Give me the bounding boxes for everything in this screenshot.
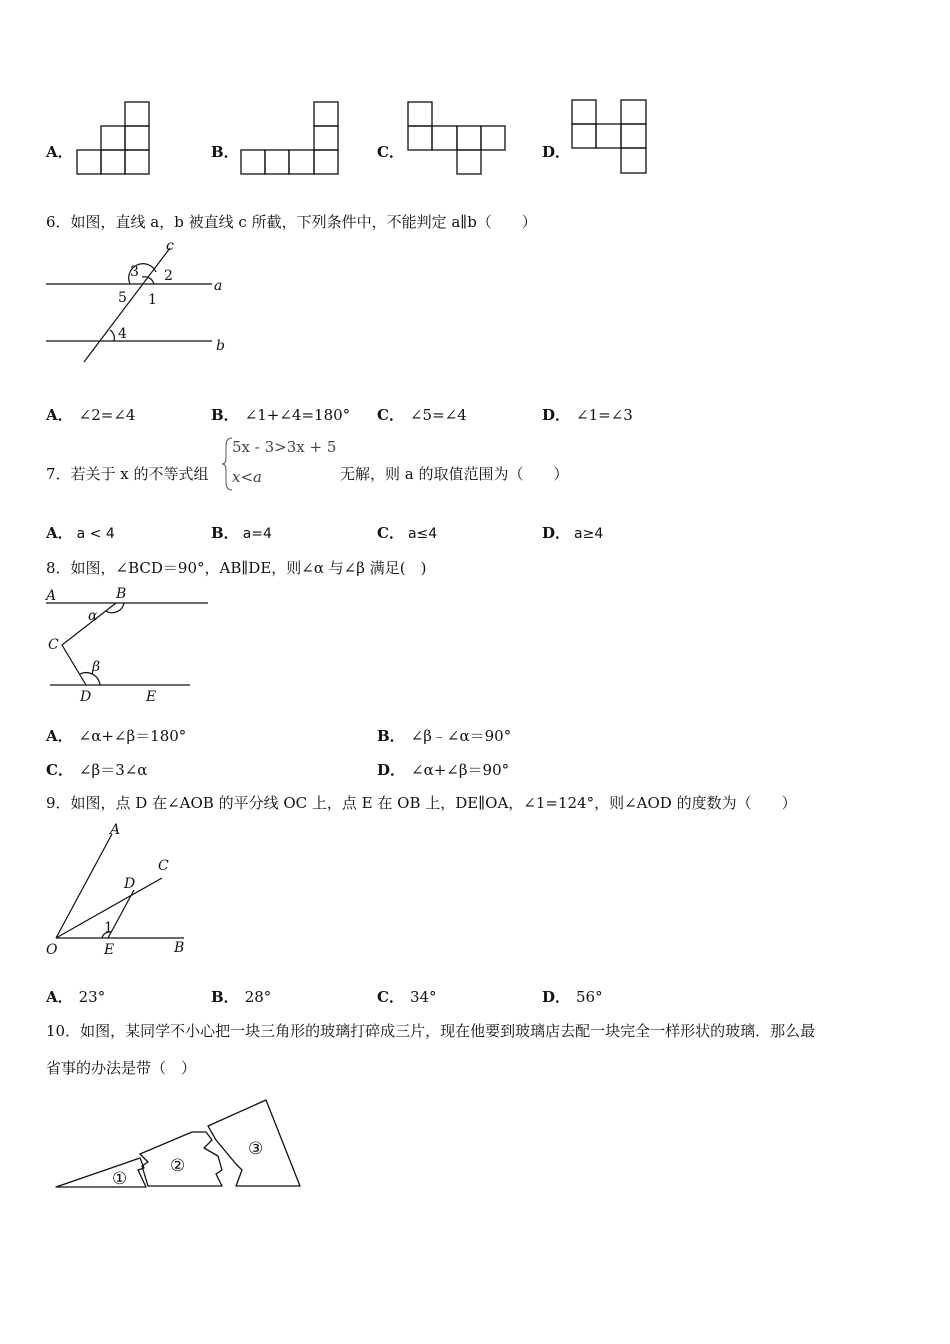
q5-option-a[interactable]: A． (46, 143, 73, 161)
q8-figure (44, 582, 214, 706)
label-a: a (214, 278, 223, 294)
label-D: D (80, 689, 92, 705)
q5-net-a (75, 101, 153, 177)
label-E: E (146, 689, 157, 705)
label-B: B (116, 586, 127, 602)
q5-option-d[interactable]: D． (542, 143, 571, 161)
q7-option-d[interactable]: D． a≥4 (542, 524, 604, 542)
q6-stem: 6．如图，直线 a，b 被直线 c 所截，下列条件中，不能判定 a∥b（ ） (46, 213, 537, 231)
q7-stem-before: 7．若关于 x 的不等式组 (46, 465, 209, 483)
label-piece-2: ② (170, 1156, 186, 1176)
q7-stem-after: 无解，则 a 的取值范围为（ ） (340, 465, 569, 483)
q8-option-c[interactable]: C． ∠β＝3∠α (46, 761, 148, 779)
q5-net-c (406, 101, 508, 177)
q7-system-line2: x<a (232, 468, 262, 486)
label-piece-3: ③ (248, 1139, 264, 1159)
label-alpha: α (88, 608, 98, 624)
label-beta: β (92, 659, 101, 675)
label-b: b (216, 338, 225, 354)
angle-1: 1 (104, 920, 113, 936)
q9-option-b[interactable]: B． 28° (211, 988, 272, 1006)
label-D: D (124, 876, 136, 892)
q9-option-a[interactable]: A． 23° (46, 988, 106, 1006)
q7-option-c[interactable]: C． a≤4 (377, 524, 438, 542)
label-E: E (104, 942, 115, 958)
label-C: C (158, 858, 169, 874)
q10-figure (52, 1096, 306, 1192)
label-C: C (48, 637, 59, 653)
q7-system-line1: 5x - 3>3x + 5 (232, 438, 337, 456)
angle-1: 1 (148, 292, 157, 308)
q8-option-b[interactable]: B． ∠β﹣∠α＝90° (377, 727, 512, 745)
q7-option-b[interactable]: B． a=4 (211, 524, 272, 542)
angle-4: 4 (118, 326, 127, 342)
line-c (84, 248, 170, 362)
q10-stem-line2: 省事的办法是带（ ） (46, 1059, 197, 1077)
q8-option-d[interactable]: D． ∠α+∠β＝90° (377, 761, 510, 779)
q5-option-b[interactable]: B． (211, 143, 239, 161)
label-c: c (166, 238, 174, 254)
q9-option-c[interactable]: C． 34° (377, 988, 437, 1006)
q7-option-a[interactable]: A． a < 4 (46, 524, 115, 542)
q6-figure (44, 238, 234, 366)
q6-option-c[interactable]: C． ∠5=∠4 (377, 406, 467, 424)
angle-3: 3 (130, 264, 139, 280)
label-A: A (46, 588, 57, 604)
label-A: A (110, 822, 121, 838)
label-B: B (174, 940, 185, 956)
q10-stem-line1: 10．如图，某同学不小心把一块三角形的玻璃打碎成三片，现在他要到玻璃店去配一块完全一样形状的玻璃．那么最 (46, 1022, 816, 1040)
q9-stem: 9．如图，点 D 在∠AOB 的平分线 OC 上，点 E 在 OB 上，DE∥OA，∠1=124°，则∠AOD 的度数为（ ） (46, 794, 797, 812)
shard-1 (56, 1158, 146, 1187)
q5-net-d (570, 99, 650, 177)
q6-option-d[interactable]: D． ∠1=∠3 (542, 406, 633, 424)
q8-stem: 8．如图，∠BCD＝90°，AB∥DE，则∠α 与∠β 满足( ) (46, 559, 427, 577)
angle-2: 2 (164, 268, 173, 284)
label-piece-1: ① (112, 1169, 128, 1189)
q9-figure (44, 820, 194, 958)
label-O: O (46, 942, 58, 958)
q8-option-a[interactable]: A． ∠α+∠β＝180° (46, 727, 187, 745)
q5-option-c[interactable]: C． (377, 143, 404, 161)
angle-5: 5 (118, 290, 127, 306)
q9-option-d[interactable]: D． 56° (542, 988, 603, 1006)
q5-net-b (238, 101, 340, 177)
q6-option-a[interactable]: A． ∠2=∠4 (46, 406, 136, 424)
q6-option-b[interactable]: B． ∠1+∠4=180° (211, 406, 351, 424)
